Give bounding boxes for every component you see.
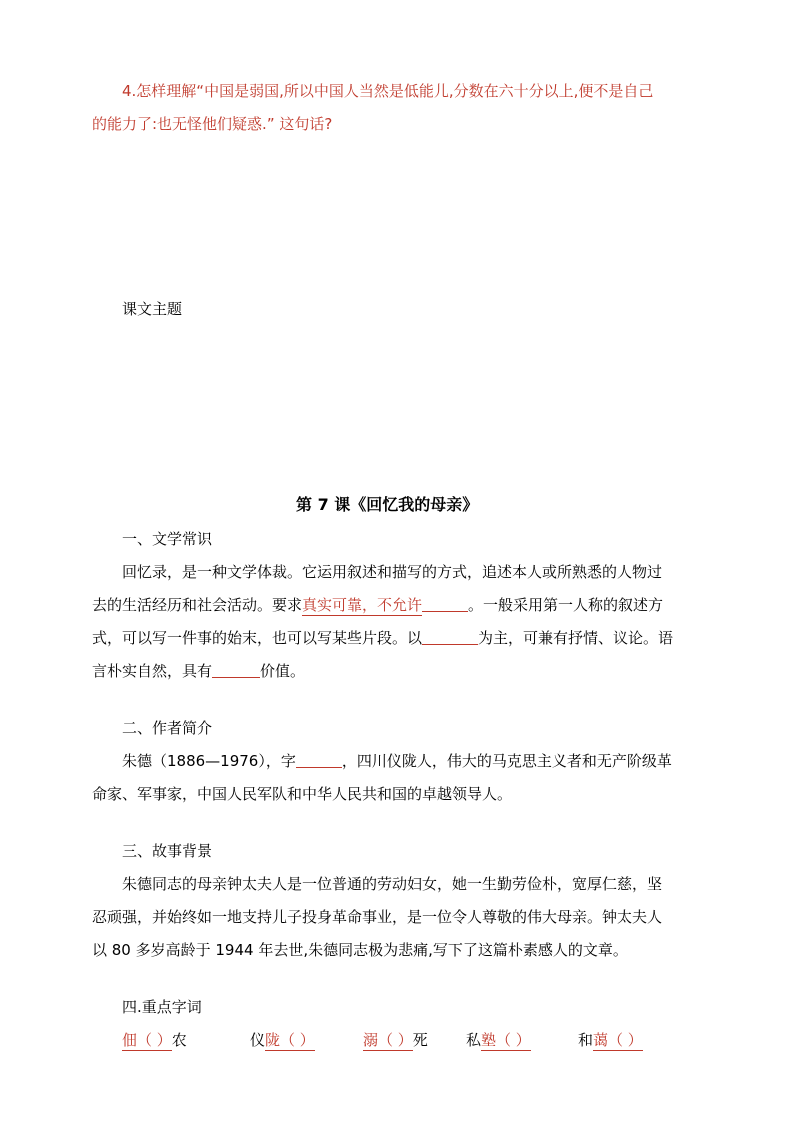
text: 为主，可兼有抒情、议论。语 <box>478 629 674 647</box>
text: 去的生活经历和社会活动。要求 <box>92 596 303 614</box>
fill-blank[interactable] <box>422 630 478 645</box>
word-red: 蔼（ ） <box>593 1031 643 1049</box>
word-red: 溺（ ） <box>363 1031 413 1049</box>
section-2-heading: 二、作者简介 <box>122 719 213 737</box>
section-4-word-1 <box>122 1029 187 1050</box>
section-3-line-1: 朱德同志的母亲钟太夫人是一位普通的劳动妇女，她一生勤劳俭朴，宽厚仁慈，坚 <box>122 875 663 893</box>
text: ，四川仪陇人，伟大的马克思主义者和无产阶级革 <box>341 752 672 770</box>
section-1-line-4 <box>92 660 305 681</box>
section-1-line-1: 回忆录，是一种文学体裁。它运用叙述和描写的方式，追述本人或所熟悉的人物过 <box>122 563 663 581</box>
text: 式，可以写一件事的始末，也可以写某些片段。以 <box>92 629 423 647</box>
fill-blank[interactable] <box>296 753 342 768</box>
theme-label: 课文主题 <box>122 300 183 318</box>
word-red: 佃（ ） <box>122 1031 172 1049</box>
word-pre: 和 <box>578 1031 594 1049</box>
section-1-line-2 <box>92 594 663 615</box>
section-4-word-5 <box>578 1029 643 1050</box>
text: 。一般采用第一人称的叙述方 <box>468 596 664 614</box>
fill-blank[interactable] <box>422 597 468 612</box>
word-tail: 死 <box>412 1031 428 1049</box>
word-pre: 仪 <box>250 1031 266 1049</box>
word-tail: 农 <box>171 1031 187 1049</box>
section-1-line-3 <box>92 627 673 648</box>
section-2-line-1 <box>122 750 672 771</box>
fill-blank[interactable] <box>212 663 260 678</box>
section-3-line-3: 以 80 多岁高龄于 1944 年去世,朱德同志极为悲痛,写下了这篇朴素感人的文章。 <box>92 941 628 959</box>
lesson-title: 第 7 课《回忆我的母亲》 <box>296 495 479 514</box>
question-4-line-2: 的能力了:也无怪他们疑惑.” 这句话? <box>92 115 333 133</box>
section-4-word-4 <box>466 1029 531 1050</box>
word-pre: 私 <box>466 1031 482 1049</box>
section-4-word-3 <box>363 1029 428 1050</box>
section-3-heading: 三、故事背景 <box>122 842 213 860</box>
word-red: 塾（ ） <box>481 1031 531 1049</box>
section-3-line-2: 忍顽强，并始终如一地支持儿子投身革命事业，是一位令人尊敬的伟大母亲。钟太夫人 <box>92 908 663 926</box>
section-4-heading: 四.重点字词 <box>122 998 202 1016</box>
text: 朱德（1886—1976），字 <box>122 752 296 770</box>
text: 价值。 <box>260 662 306 680</box>
text: 言朴实自然，具有 <box>92 662 213 680</box>
word-red: 陇（ ） <box>265 1031 315 1049</box>
question-4-line-1: 4.怎样理解“中国是弱国,所以中国人当然是低能儿,分数在六十分以上,便不是自己 <box>122 82 654 100</box>
section-4-word-2 <box>250 1029 315 1050</box>
section-1-heading: 一、文学常识 <box>122 530 213 548</box>
section-2-line-2: 命家、军事家，中国人民军队和中华人民共和国的卓越领导人。 <box>92 785 513 803</box>
answer-truthful: 真实可靠，不允许 <box>302 596 423 614</box>
